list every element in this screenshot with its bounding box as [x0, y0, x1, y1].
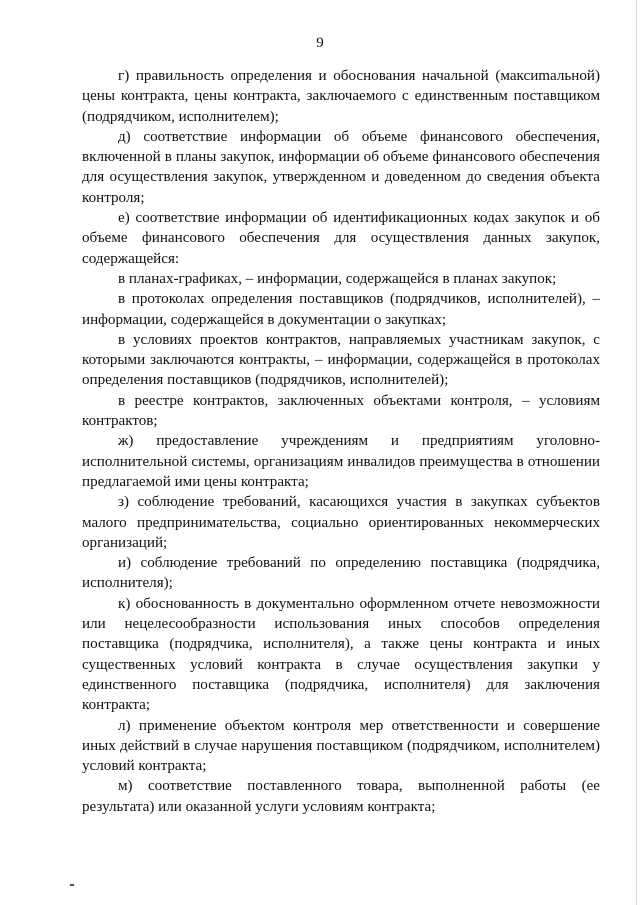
paragraph-zh: ж) предоставление учреждениям и предприятиям уголовно-исполнительной системы, организациям инвалидов преимущества в отношении предлагаемой ими цены контракта;	[82, 433, 600, 490]
paragraph-d: д) соответствие информации об объеме финансового обеспечения, включенной в планы закупок, информации об объеме финансового обеспечения для осуществления закупок, утвержденном и доведенном до сведения объекта контроля;	[82, 128, 600, 206]
paragraph-l: л) применение объектом контроля мер ответственности и совершение иных действий в случае нарушения поставщиком (подрядчиком, исполнителем) условий контракта;	[82, 717, 600, 775]
paragraph-k: к) обоснованность в документально оформленном отчете невозможности или нецелесообразности использования иных способов определения поставщика (подрядчика, исполнителя), а также цены контракта и иных существенных условий контракта в случае осуществления закупки у единственного поставщика (подрядчика, исполнителя) для заключения контракта;	[82, 595, 600, 714]
paragraph-i: и) соблюдение требований по определению поставщика (подрядчика, исполнителя);	[82, 555, 600, 592]
document-body	[82, 66, 600, 817]
paragraph-g: г) правильность определения и обоснования начальной (максиmальной) цены контракта, цены контракта, заключаемого с единственным поставщиком (подрядчиком, исполнителем);	[82, 68, 600, 125]
paragraph-z: з) соблюдение требований, касающихся участия в закупках субъектов малого предпринимательства, социально ориентированных некоммерческих организаций;	[82, 494, 600, 551]
scan-edge-line	[636, 0, 637, 905]
paragraph-e-contract-drafts: в условиях проектов контрактов, направляемых участникам закупок, с которыми заключаются контракты, – информации, содержащейся в протоколах определения поставщиков (подрядчиков, исполнителей);	[82, 331, 600, 389]
paragraph-e-contract-registry: в реестре контрактов, заключенных объектами контроля, – условиям контрактов;	[82, 392, 600, 430]
paragraph-e-protocols: в протоколах определения поставщиков (подрядчиков, исполнителей), – информации, содержащейся в документации о закупках;	[82, 291, 600, 328]
scan-speck	[70, 884, 74, 886]
page-number: 9	[316, 35, 324, 51]
paragraph-e-schedules: в планах-графиках, – информации, содержащейся в планах закупок;	[118, 270, 557, 287]
paragraph-m: м) соответствие поставленного товара, выполненной работы (ее результата) или оказанной услуги условиям контракта;	[82, 778, 600, 815]
paragraph-e: е) соответствие информации об идентификационных кодах закупок и об объеме финансового обеспечения для осуществления данных закупок, содержащейся:	[82, 210, 600, 267]
